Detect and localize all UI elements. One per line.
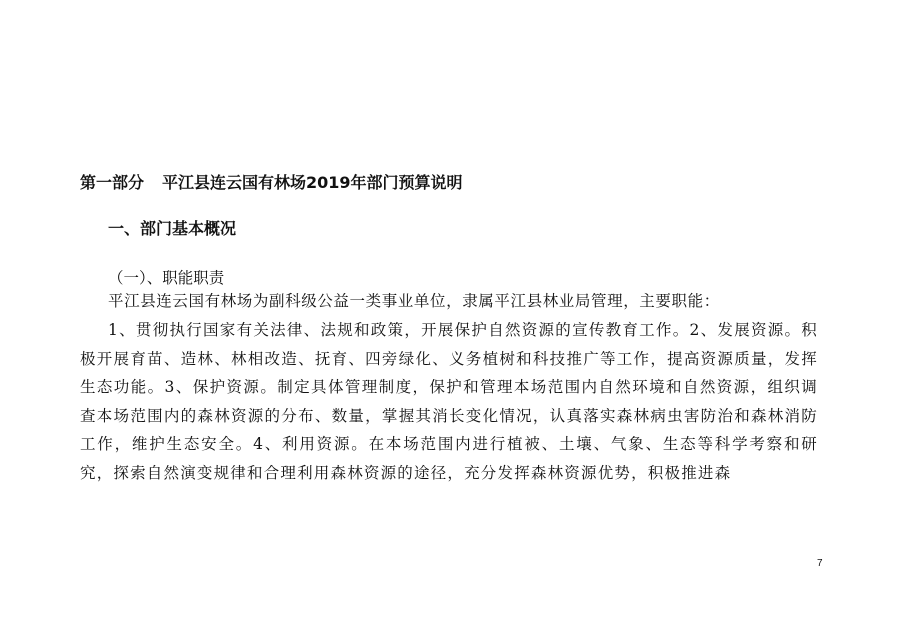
section-heading: 一、部门基本概况 <box>108 219 237 238</box>
duties-paragraph: 1、贯彻执行国家有关法律、法规和政策，开展保护自然资源的宣传教育工作。2、发展资源。积极开展育苗、造林、林相改造、抚育、四旁绿化、义务植树和科技推广等工作，提高资源质量，发挥生态功能。3、保护资源。制定具体管理制度，保护和管理本场范围内自然环境和自然资源，组织调查本场范围内的森林资源的分布、数量，掌握其消长变化情况，认真落实森林病虫害防治和森林消防工作，维护生态安全。4、利用资源。在本场范围内进行植被、土壤、气象、生态等科学考察和研究，探索自然演变规律和合理利用森林资源的途径，充分发挥森林资源优势，积极推进森 <box>80 321 818 482</box>
sub-heading: （一）、职能职责 <box>108 269 225 287</box>
part-label: 第一部分 <box>80 173 145 192</box>
intro-paragraph: 平江县连云国有林场为副科级公益一类事业单位，隶属平江县林业局管理，主要职能： <box>108 292 720 310</box>
part-title-text: 平江县连云国有林场2019年部门预算说明 <box>162 173 463 192</box>
page-number: 7 <box>817 558 823 569</box>
part-title <box>80 170 463 193</box>
